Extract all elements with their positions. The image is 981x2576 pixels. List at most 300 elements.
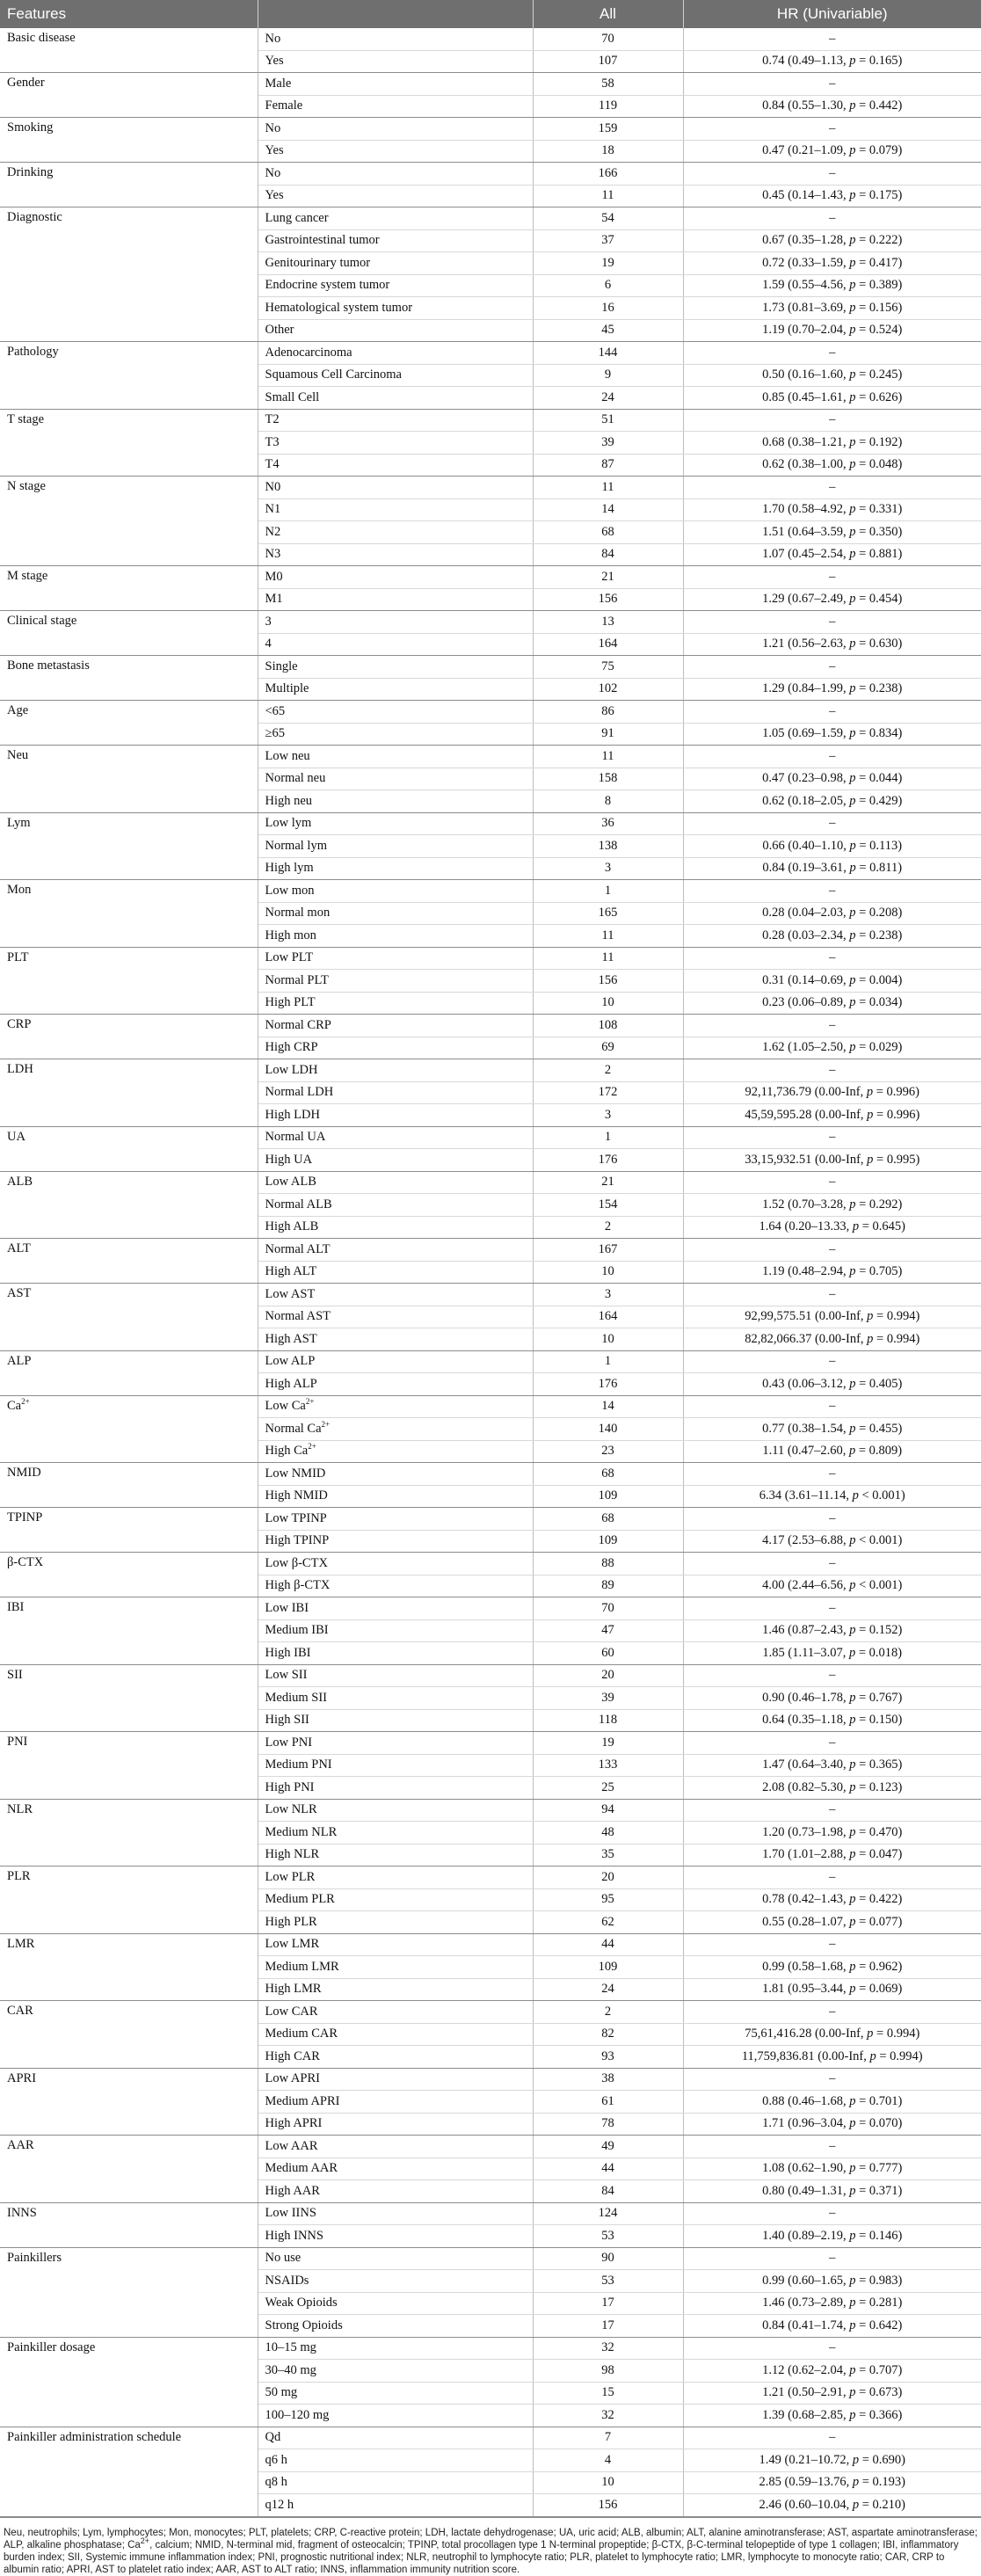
hr-cell: 1.51 (0.64–3.59, p = 0.350) xyxy=(683,521,981,544)
feature-cell-m-stage: M stage xyxy=(0,566,258,611)
hr-cell: 0.47 (0.21–1.09, p = 0.079) xyxy=(683,140,981,163)
feature-cell-nlr: NLR xyxy=(0,1799,258,1867)
count-cell: 144 xyxy=(533,342,683,365)
count-cell: 176 xyxy=(533,1149,683,1172)
table-header xyxy=(0,0,981,28)
table-row xyxy=(0,1350,981,1373)
level-cell: Medium CAR xyxy=(258,2023,533,2046)
count-cell: 48 xyxy=(533,1822,683,1845)
hr-cell: 1.70 (1.01–2.88, p = 0.047) xyxy=(683,1844,981,1867)
feature-cell-n-stage: N stage xyxy=(0,477,258,566)
hr-cell: 1.21 (0.56–2.63, p = 0.630) xyxy=(683,633,981,656)
count-cell: 35 xyxy=(533,1844,683,1867)
feature-cell-basic-disease: Basic disease xyxy=(0,28,258,73)
hr-cell: 45,59,595.28 (0.00-Inf, p = 0.996) xyxy=(683,1104,981,1127)
feature-cell-neu: Neu xyxy=(0,746,258,813)
hr-cell: 1.07 (0.45–2.54, p = 0.881) xyxy=(683,543,981,566)
count-cell: 87 xyxy=(533,454,683,477)
count-cell: 19 xyxy=(533,252,683,275)
count-cell: 84 xyxy=(533,543,683,566)
level-cell: Male xyxy=(258,73,533,96)
feature-cell-lym: Lym xyxy=(0,812,258,880)
level-cell: Yes xyxy=(258,50,533,73)
header-row xyxy=(0,0,981,28)
level-cell: Normal lym xyxy=(258,835,533,858)
hr-cell: – xyxy=(683,1664,981,1687)
level-cell: Medium NLR xyxy=(258,1822,533,1845)
level-cell: Low lym xyxy=(258,812,533,835)
hr-cell: 1.59 (0.55–4.56, p = 0.389) xyxy=(683,274,981,297)
hr-cell: 1.29 (0.84–1.99, p = 0.238) xyxy=(683,678,981,701)
hr-cell: 1.47 (0.64–3.40, p = 0.365) xyxy=(683,1754,981,1777)
hr-cell: 1.52 (0.70–3.28, p = 0.292) xyxy=(683,1194,981,1217)
table-row xyxy=(0,947,981,970)
level-cell: High CAR xyxy=(258,2046,533,2069)
hr-cell: – xyxy=(683,566,981,589)
level-cell: T2 xyxy=(258,409,533,432)
feature-cell-ua: UA xyxy=(0,1126,258,1171)
count-cell: 3 xyxy=(533,857,683,880)
level-cell: Qd xyxy=(258,2427,533,2449)
hr-cell: 0.66 (0.40–1.10, p = 0.113) xyxy=(683,835,981,858)
count-cell: 1 xyxy=(533,880,683,903)
count-cell: 118 xyxy=(533,1709,683,1732)
level-cell: Low $Ca^{2+}$ xyxy=(258,1395,533,1418)
count-cell: 109 xyxy=(533,1485,683,1508)
level-cell: High $Ca^{2+}$ xyxy=(258,1440,533,1463)
feature-cell-mon: Mon xyxy=(0,880,258,948)
count-cell: 140 xyxy=(533,1418,683,1441)
table-row xyxy=(0,1597,981,1620)
hr-cell: – xyxy=(683,880,981,903)
hr-cell: – xyxy=(683,2202,981,2225)
hr-cell: 1.08 (0.62–1.90, p = 0.777) xyxy=(683,2158,981,2180)
hr-cell: 1.39 (0.68–2.85, p = 0.366) xyxy=(683,2405,981,2427)
hr-cell: 4.17 (2.53–6.88, p < 0.001) xyxy=(683,1530,981,1553)
count-cell: 7 xyxy=(533,2427,683,2449)
level-cell: No use xyxy=(258,2247,533,2270)
level-cell: Normal CRP xyxy=(258,1015,533,1037)
hr-cell: 0.62 (0.38–1.00, p = 0.048) xyxy=(683,454,981,477)
level-cell: High ALP xyxy=(258,1373,533,1396)
count-cell: 94 xyxy=(533,1799,683,1822)
level-cell: Normal neu xyxy=(258,768,533,790)
count-cell: 70 xyxy=(533,28,683,50)
hr-cell: 0.68 (0.38–1.21, p = 0.192) xyxy=(683,432,981,455)
level-cell: High mon xyxy=(258,925,533,948)
count-cell: 24 xyxy=(533,387,683,410)
level-cell: Normal AST xyxy=(258,1306,533,1328)
count-cell: 53 xyxy=(533,2270,683,2293)
count-cell: 39 xyxy=(533,432,683,455)
count-cell: 1 xyxy=(533,1350,683,1373)
hr-cell: 1.62 (1.05–2.50, p = 0.029) xyxy=(683,1037,981,1059)
count-cell: 21 xyxy=(533,566,683,589)
count-cell: 11 xyxy=(533,746,683,768)
count-cell: 16 xyxy=(533,297,683,320)
hr-cell: – xyxy=(683,1463,981,1486)
features-column-header: Features xyxy=(0,0,258,28)
level-cell: T4 xyxy=(258,454,533,477)
level-cell: Gastrointestinal tumor xyxy=(258,229,533,252)
hr-cell: 92,11,736.79 (0.00-Inf, p = 0.996) xyxy=(683,1081,981,1104)
count-cell: 44 xyxy=(533,2158,683,2180)
level-cell: Low NLR xyxy=(258,1799,533,1822)
feature-cell-plr: PLR xyxy=(0,1867,258,1934)
level-cell: Normal LDH xyxy=(258,1081,533,1104)
count-cell: 10 xyxy=(533,992,683,1015)
count-cell: 75 xyxy=(533,656,683,679)
hr-cell: 1.46 (0.87–2.43, p = 0.152) xyxy=(683,1619,981,1642)
hr-cell: 2.85 (0.59–13.76, p = 0.193) xyxy=(683,2471,981,2494)
count-cell: 90 xyxy=(533,2247,683,2270)
count-cell: 172 xyxy=(533,1081,683,1104)
level-cell: Genitourinary tumor xyxy=(258,252,533,275)
level-cell: Strong Opioids xyxy=(258,2315,533,2338)
level-cell: High APRI xyxy=(258,2113,533,2136)
table-row xyxy=(0,1867,981,1889)
feature-cell-bone-metastasis: Bone metastasis xyxy=(0,656,258,701)
hr-cell: 0.88 (0.46–1.68, p = 0.701) xyxy=(683,2091,981,2114)
level-cell: High NLR xyxy=(258,1844,533,1867)
count-cell: 45 xyxy=(533,319,683,342)
count-cell: 68 xyxy=(533,1463,683,1486)
count-cell: 108 xyxy=(533,1015,683,1037)
count-cell: 58 xyxy=(533,73,683,96)
count-cell: 158 xyxy=(533,768,683,790)
count-cell: 95 xyxy=(533,1888,683,1911)
hr-cell: 1.49 (0.21–10.72, p = 0.690) xyxy=(683,2449,981,2472)
table-row xyxy=(0,163,981,186)
hr-cell: 82,82,066.37 (0.00-Inf, p = 0.994) xyxy=(683,1328,981,1351)
feature-cell-painkiller-dosage: Painkiller dosage xyxy=(0,2337,258,2427)
level-cell: Female xyxy=(258,95,533,118)
hr-cell: – xyxy=(683,409,981,432)
count-cell: 39 xyxy=(533,1687,683,1710)
hr-cell: 4.00 (2.44–6.56, p < 0.001) xyxy=(683,1575,981,1597)
count-cell: 124 xyxy=(533,2202,683,2225)
count-cell: 69 xyxy=(533,1037,683,1059)
feature-cell-tpinp: TPINP xyxy=(0,1508,258,1553)
count-cell: 3 xyxy=(533,1104,683,1127)
level-cell: Yes xyxy=(258,140,533,163)
level-cell: Medium IBI xyxy=(258,1619,533,1642)
level-cell: Other xyxy=(258,319,533,342)
table-row xyxy=(0,118,981,141)
level-cell: Single xyxy=(258,656,533,679)
hr-cell: – xyxy=(683,2337,981,2360)
count-cell: 2 xyxy=(533,1216,683,1239)
hr-cell: 1.81 (0.95–3.44, p = 0.069) xyxy=(683,1978,981,2001)
hr-cell: 0.67 (0.35–1.28, p = 0.222) xyxy=(683,229,981,252)
count-cell: 102 xyxy=(533,678,683,701)
feature-cell-painkillers: Painkillers xyxy=(0,2247,258,2337)
table-row xyxy=(0,1395,981,1418)
hr-cell: – xyxy=(683,2136,981,2158)
hr-cell: – xyxy=(683,1553,981,1575)
table-row xyxy=(0,2001,981,2024)
feature-cell-drinking: Drinking xyxy=(0,163,258,207)
hr-cell: 1.05 (0.69–1.59, p = 0.834) xyxy=(683,723,981,746)
level-cell: Normal ALB xyxy=(258,1194,533,1217)
level-cell: Medium SII xyxy=(258,1687,533,1710)
hr-cell: 0.62 (0.18–2.05, p = 0.429) xyxy=(683,790,981,813)
hr-cell: 1.19 (0.48–2.94, p = 0.705) xyxy=(683,1261,981,1284)
level-cell: N3 xyxy=(258,543,533,566)
hr-cell: – xyxy=(683,1239,981,1262)
feature-cell-aar: AAR xyxy=(0,2136,258,2203)
level-cell: Normal $Ca^{2+}$ xyxy=(258,1418,533,1441)
feature-cell-age: Age xyxy=(0,701,258,746)
level-cell: Low TPINP xyxy=(258,1508,533,1531)
hr-cell: – xyxy=(683,611,981,634)
table-row xyxy=(0,2427,981,2449)
hr-cell: 0.85 (0.45–1.61, p = 0.626) xyxy=(683,387,981,410)
table-row xyxy=(0,1059,981,1082)
count-cell: 20 xyxy=(533,1867,683,1889)
count-cell: 109 xyxy=(533,1956,683,1979)
count-cell: 10 xyxy=(533,1261,683,1284)
level-cell: Medium PLR xyxy=(258,1888,533,1911)
hr-cell: – xyxy=(683,1059,981,1082)
hr-cell: 1.20 (0.73–1.98, p = 0.470) xyxy=(683,1822,981,1845)
count-cell: 14 xyxy=(533,1395,683,1418)
count-cell: 10 xyxy=(533,1328,683,1351)
feature-cell-ctx: β-CTX xyxy=(0,1553,258,1597)
level-cell: Low IBI xyxy=(258,1597,533,1620)
level-cell: Squamous Cell Carcinoma xyxy=(258,364,533,387)
count-cell: 119 xyxy=(533,95,683,118)
count-cell: 53 xyxy=(533,2225,683,2248)
hr-cell: 1.29 (0.67–2.49, p = 0.454) xyxy=(683,588,981,611)
count-cell: 91 xyxy=(533,723,683,746)
level-cell: 100–120 mg xyxy=(258,2405,533,2427)
table-row xyxy=(0,701,981,724)
feature-cell-diagnostic: Diagnostic xyxy=(0,207,258,342)
count-cell: 47 xyxy=(533,1619,683,1642)
feature-cell-pni: PNI xyxy=(0,1732,258,1800)
hr-cell: – xyxy=(683,2427,981,2449)
level-cell: Low APRI xyxy=(258,2068,533,2091)
count-cell: 156 xyxy=(533,588,683,611)
table-row xyxy=(0,611,981,634)
level-cell: High AAR xyxy=(258,2180,533,2203)
hr-cell: 0.84 (0.19–3.61, p = 0.811) xyxy=(683,857,981,880)
feature-cell-inns: INNS xyxy=(0,2202,258,2247)
count-cell: 133 xyxy=(533,1754,683,1777)
table-row xyxy=(0,1015,981,1037)
level-cell: High LDH xyxy=(258,1104,533,1127)
hr-cell: 1.71 (0.96–3.04, p = 0.070) xyxy=(683,2113,981,2136)
level-cell: High AST xyxy=(258,1328,533,1351)
table-row xyxy=(0,1933,981,1956)
level-cell: High neu xyxy=(258,790,533,813)
table-row xyxy=(0,746,981,768)
level-cell: 50 mg xyxy=(258,2382,533,2405)
count-cell: 2 xyxy=(533,2001,683,2024)
hr-cell: 92,99,575.51 (0.00-Inf, p = 0.994) xyxy=(683,1306,981,1328)
count-cell: 4 xyxy=(533,2449,683,2472)
count-cell: 109 xyxy=(533,1530,683,1553)
count-cell: 20 xyxy=(533,1664,683,1687)
table-row xyxy=(0,1799,981,1822)
table-row xyxy=(0,1171,981,1194)
count-cell: 54 xyxy=(533,207,683,230)
level-cell: q12 h xyxy=(258,2494,533,2517)
count-cell: 38 xyxy=(533,2068,683,2091)
level-cell: <65 xyxy=(258,701,533,724)
level-cell: Normal ALT xyxy=(258,1239,533,1262)
count-cell: 18 xyxy=(533,140,683,163)
level-cell: High IBI xyxy=(258,1642,533,1665)
hr-cell: 0.99 (0.60–1.65, p = 0.983) xyxy=(683,2270,981,2293)
feature-cell-apri: APRI xyxy=(0,2068,258,2136)
table-row xyxy=(0,28,981,50)
table-row xyxy=(0,1239,981,1262)
feature-cell-clinical-stage: Clinical stage xyxy=(0,611,258,656)
table-row xyxy=(0,342,981,365)
table-row xyxy=(0,409,981,432)
count-cell: 60 xyxy=(533,1642,683,1665)
level-cell: High TPINP xyxy=(258,1530,533,1553)
feature-cell-nmid: NMID xyxy=(0,1463,258,1508)
level-cell: High NMID xyxy=(258,1485,533,1508)
hr-cell: 75,61,416.28 (0.00-Inf, p = 0.994) xyxy=(683,2023,981,2046)
feature-cell-ldh: LDH xyxy=(0,1059,258,1127)
count-cell: 86 xyxy=(533,701,683,724)
count-cell: 78 xyxy=(533,2113,683,2136)
hr-cell: 0.77 (0.38–1.54, p = 0.455) xyxy=(683,1418,981,1441)
level-cell: High PLR xyxy=(258,1911,533,1934)
count-cell: 107 xyxy=(533,50,683,73)
hr-cell: 0.31 (0.14–0.69, p = 0.004) xyxy=(683,970,981,993)
level-column-header xyxy=(258,0,533,28)
count-cell: 49 xyxy=(533,2136,683,2158)
hr-cell: 0.90 (0.46–1.78, p = 0.767) xyxy=(683,1687,981,1710)
table-row xyxy=(0,73,981,96)
count-cell: 32 xyxy=(533,2405,683,2427)
hr-cell: 2.08 (0.82–5.30, p = 0.123) xyxy=(683,1777,981,1800)
feature-cell-ibi: IBI xyxy=(0,1597,258,1665)
feature-cell-pathology: Pathology xyxy=(0,342,258,410)
hr-cell: 1.21 (0.50–2.91, p = 0.673) xyxy=(683,2382,981,2405)
level-cell: Low NMID xyxy=(258,1463,533,1486)
hr-cell: 0.84 (0.41–1.74, p = 0.642) xyxy=(683,2315,981,2338)
count-cell: 14 xyxy=(533,498,683,521)
hr-cell: 1.12 (0.62–2.04, p = 0.707) xyxy=(683,2360,981,2383)
hr-cell: 0.84 (0.55–1.30, p = 0.442) xyxy=(683,95,981,118)
level-cell: Low ALB xyxy=(258,1171,533,1194)
level-cell: Low LDH xyxy=(258,1059,533,1082)
hr-cell: 11,759,836.81 (0.00-Inf, p = 0.994) xyxy=(683,2046,981,2069)
hr-cell: 0.74 (0.49–1.13, p = 0.165) xyxy=(683,50,981,73)
level-cell: High INNS xyxy=(258,2225,533,2248)
table-row xyxy=(0,1463,981,1486)
level-cell: No xyxy=(258,118,533,141)
level-cell: ≥65 xyxy=(258,723,533,746)
count-cell: 8 xyxy=(533,790,683,813)
count-cell: 25 xyxy=(533,1777,683,1800)
count-cell: 98 xyxy=(533,2360,683,2383)
hr-cell: 0.23 (0.06–0.89, p = 0.034) xyxy=(683,992,981,1015)
table-footnote: Neu, neutrophils; Lym, lymphocytes; Mon, monocytes; PLT, platelets; CRP, C-reactive protein; LDH, lactate dehydrogenase; UA, uric acid; ALB, albumin; ALT, alanine aminotransferase; AST, aspartate aminotransferase; ALP, alkaline phosphatase; $Ca^{2+}$, calcium; NMID, N-terminal mid, fragment of osteocalcin; TPINP, total procollagen type 1 N-terminal propeptide; β-CTX, β-C-terminal telopeptide of type 1 collagen; IBI, inflammatory burden index; SII, Systemic immune inflammation index; PNI, prognostic nutritional index; NLR, neutrophil to lymphocyte ratio; PLR, platelet to lymphocyte ratio; LMR, lymphocyte to monocyte ratio; CAR, CRP to albumin ratio; APRI, AST to platelet ratio index; AAR, AST to ALT ratio; INNS, inflammation immunity nutrition score. xyxy=(0,2517,981,2576)
level-cell: N0 xyxy=(258,477,533,499)
hr-cell: – xyxy=(683,1015,981,1037)
count-cell: 166 xyxy=(533,163,683,186)
hr-cell: – xyxy=(683,1867,981,1889)
level-cell: Low CAR xyxy=(258,2001,533,2024)
level-cell: Low PNI xyxy=(258,1732,533,1755)
all-column-header: All xyxy=(533,0,683,28)
hr-cell: – xyxy=(683,947,981,970)
hr-cell: 0.45 (0.14–1.43, p = 0.175) xyxy=(683,185,981,207)
hr-cell: 1.85 (1.11–3.07, p = 0.018) xyxy=(683,1642,981,1665)
level-cell: Low mon xyxy=(258,880,533,903)
level-cell: Normal mon xyxy=(258,902,533,925)
hr-cell: 0.55 (0.28–1.07, p = 0.077) xyxy=(683,1911,981,1934)
level-cell: Normal UA xyxy=(258,1126,533,1149)
level-cell: Medium LMR xyxy=(258,1956,533,1979)
hr-cell: 0.99 (0.58–1.68, p = 0.962) xyxy=(683,1956,981,1979)
feature-cell-crp: CRP xyxy=(0,1015,258,1059)
hr-cell: – xyxy=(683,73,981,96)
level-cell: Low AAR xyxy=(258,2136,533,2158)
level-cell: M0 xyxy=(258,566,533,589)
level-cell: q6 h xyxy=(258,2449,533,2472)
hr-cell: – xyxy=(683,1732,981,1755)
count-cell: 17 xyxy=(533,2315,683,2338)
count-cell: 88 xyxy=(533,1553,683,1575)
count-cell: 32 xyxy=(533,2337,683,2360)
level-cell: Weak Opioids xyxy=(258,2292,533,2315)
level-cell: Yes xyxy=(258,185,533,207)
count-cell: 36 xyxy=(533,812,683,835)
hr-cell: – xyxy=(683,656,981,679)
level-cell: Low neu xyxy=(258,746,533,768)
level-cell: Low PLT xyxy=(258,947,533,970)
table-row xyxy=(0,1508,981,1531)
count-cell: 11 xyxy=(533,477,683,499)
feature-cell-smoking: Smoking xyxy=(0,118,258,163)
count-cell: 15 xyxy=(533,2382,683,2405)
level-cell: 10–15 mg xyxy=(258,2337,533,2360)
level-cell: High ALT xyxy=(258,1261,533,1284)
hr-cell: 1.11 (0.47–2.60, p = 0.809) xyxy=(683,1440,981,1463)
table-row xyxy=(0,1126,981,1149)
feature-cell-lmr: LMR xyxy=(0,1933,258,2001)
hr-cell: – xyxy=(683,1284,981,1306)
level-cell: High lym xyxy=(258,857,533,880)
level-cell: Medium APRI xyxy=(258,2091,533,2114)
hr-cell: 0.72 (0.33–1.59, p = 0.417) xyxy=(683,252,981,275)
table-row xyxy=(0,1664,981,1687)
level-cell: High CRP xyxy=(258,1037,533,1059)
hr-cell: 0.64 (0.35–1.18, p = 0.150) xyxy=(683,1709,981,1732)
hr-cell: – xyxy=(683,1799,981,1822)
hr-cell: 6.34 (3.61–11.14, p < 0.001) xyxy=(683,1485,981,1508)
count-cell: 44 xyxy=(533,1933,683,1956)
level-cell: High SII xyxy=(258,1709,533,1732)
table-row xyxy=(0,1284,981,1306)
hr-cell: 0.43 (0.06–3.12, p = 0.405) xyxy=(683,1373,981,1396)
count-cell: 17 xyxy=(533,2292,683,2315)
count-cell: 68 xyxy=(533,521,683,544)
level-cell: Low PLR xyxy=(258,1867,533,1889)
level-cell: N1 xyxy=(258,498,533,521)
hr-cell: – xyxy=(683,1395,981,1418)
count-cell: 156 xyxy=(533,2494,683,2517)
count-cell: 89 xyxy=(533,1575,683,1597)
